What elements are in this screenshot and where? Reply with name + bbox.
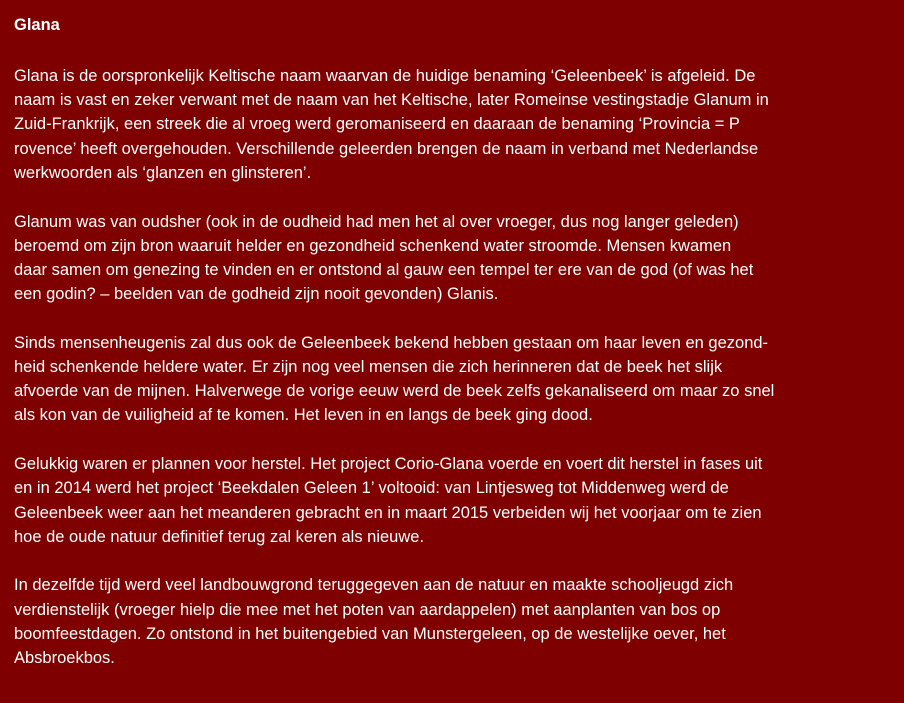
paragraph-line: beroemd om zijn bron waaruit helder en gezondheid schenkend water stroomde. Mensen kwamen (14, 236, 732, 255)
paragraph-line: afvoerde van de mijnen. Halverwege de vorige eeuw werd de beek zelfs gekanaliseerd om maar zo snel (14, 382, 775, 401)
paragraph-line: Zuid-Frankrijk, een streek die al vroeg werd geromaniseerd en daaraan de benaming ‘Provincia = P (14, 115, 740, 134)
paragraph-line: Sinds mensenheugenis zal dus ook de Geleenbeek bekend hebben gestaan om haar leven en gezond- (14, 333, 769, 352)
paragraph-line: Glana is de oorspronkelijk Keltische naam waarvan de huidige benaming ‘Geleenbeek’ is afgeleid. De (14, 67, 756, 85)
paragraph-3 (14, 331, 890, 428)
paragraph-1 (14, 64, 890, 185)
paragraph-line: rovence’ heeft overgehouden. Verschillende geleerden brengen de naam in verband met Nederlandse (14, 139, 759, 158)
paragraph-line: boomfeestdagen. Zo ontstond in het buitengebied van Munstergeleen, op de westelijke oever, het (14, 624, 726, 643)
paragraph-line: een godin? – beelden van de godheid zijn nooit gevonden) Glanis. (14, 285, 499, 304)
paragraph-2 (14, 210, 890, 307)
document-title: Glana (14, 16, 60, 34)
paragraph-line: hoe de oude natuur definitief terug zal keren als nieuwe. (14, 527, 425, 546)
paragraph-line: en in 2014 werd het project ‘Beekdalen Geleen 1’ voltooid: van Lintjesweg tot Middenweg werd de (14, 479, 729, 498)
paragraph-line: daar samen om genezing te vinden en er ontstond al gauw een tempel ter ere van de god (of was het (14, 260, 754, 279)
paragraph-line: Absbroekbos. (14, 649, 115, 668)
paragraph-line: Gelukkig waren er plannen voor herstel. Het project Corio-Glana voerde en voert dit herstel in fases uit (14, 455, 763, 474)
paragraph-line: Glanum was van oudsher (ook in de oudheid had men het al over vroeger, dus nog langer geleden) (14, 212, 739, 231)
paragraph-line: werkwoorden als ‘glanzen en glinsteren’. (14, 163, 312, 182)
paragraph-line: In dezelfde tijd werd veel landbouwgrond teruggegeven aan de natuur en maakte schooljeugd zich (14, 576, 734, 595)
paragraph-line: verdienstelijk (vroeger hielp die mee met het poten van aardappelen) met aanplanten van bos op (14, 600, 721, 619)
paragraph-line: Geleenbeek weer aan het meanderen gebracht en in maart 2015 verbeiden wij het voorjaar om te zien (14, 503, 762, 522)
paragraph-line: als kon van de vuiligheid af te komen. Het leven in en langs de beek ging dood. (14, 406, 593, 425)
paragraph-4 (14, 452, 890, 549)
paragraph-5 (14, 573, 890, 670)
paragraph-line: heid schenkende heldere water. Er zijn nog veel mensen die zich herinneren dat de beek het slijk (14, 358, 723, 377)
paragraph-line: naam is vast en zeker verwant met de naam van het Keltische, later Romeinse vestingstadje Glanum in (14, 91, 769, 110)
